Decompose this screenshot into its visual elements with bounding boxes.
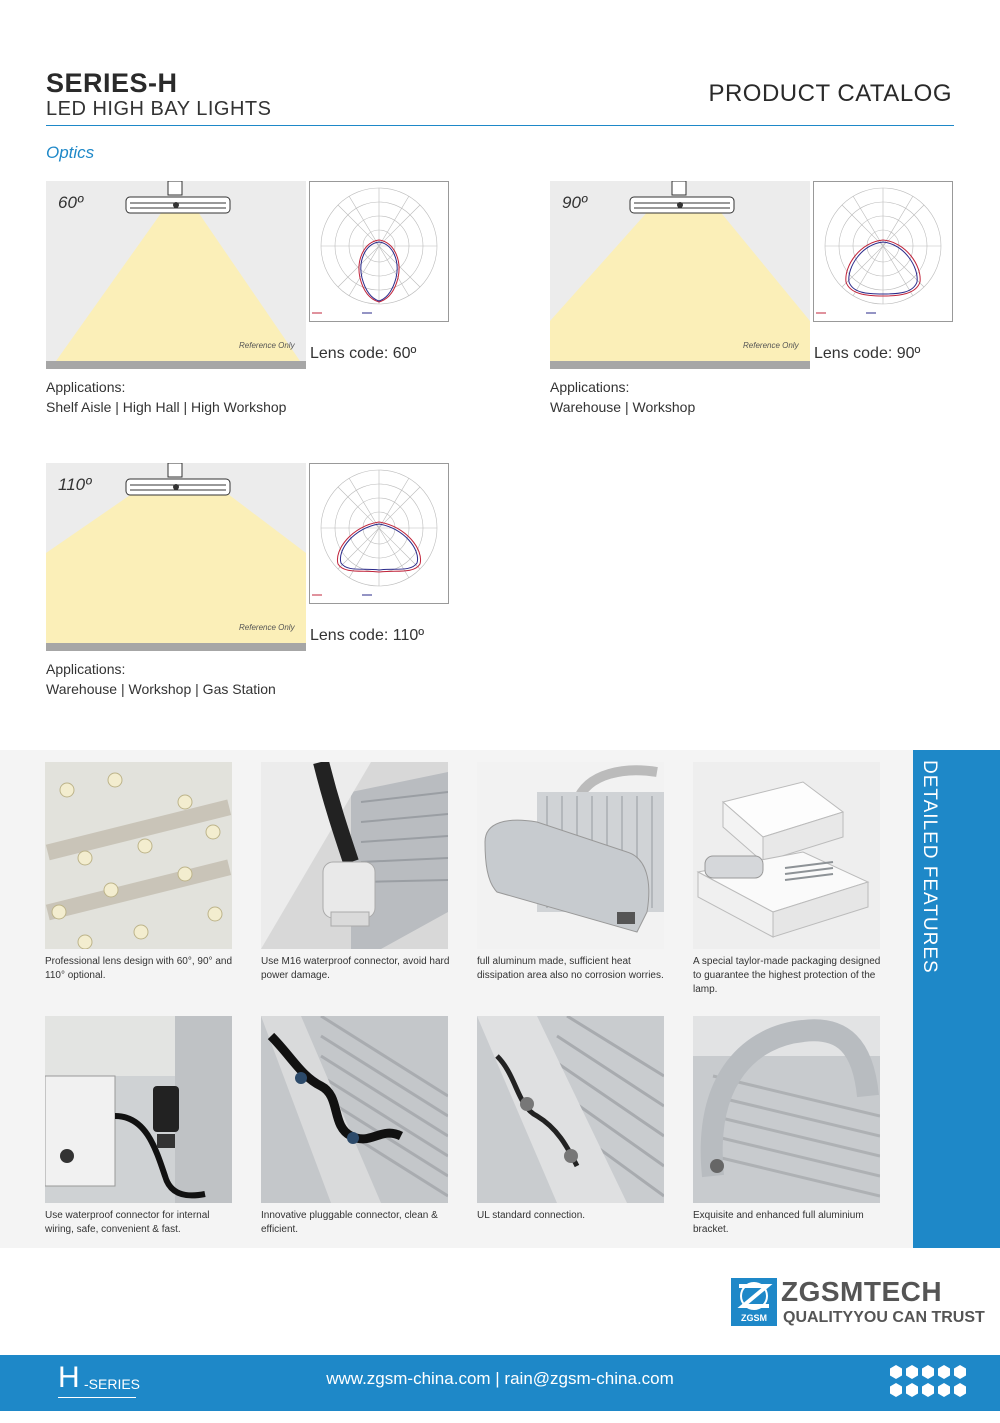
floor-line [550, 361, 810, 369]
bracket-image [693, 1016, 880, 1203]
applications-list: Warehouse | Workshop | Gas Station [46, 681, 276, 697]
footer-contact: www.zgsm-china.com | rain@zgsm-china.com [326, 1369, 674, 1388]
applications-list: Shelf Aisle | High Hall | High Workshop [46, 399, 287, 415]
z-logo-icon [731, 1278, 777, 1312]
applications-title: Applications: [46, 379, 126, 395]
brand-logo [731, 1276, 985, 1330]
polar-distribution-chart [813, 181, 953, 322]
feature-caption: Professional lens design with 60°, 90° and 110° optional. [45, 956, 233, 981]
feature-caption: Use waterproof connector for internal wiring, safe, convenient & fast. [45, 1210, 210, 1235]
beam-angle-label: 60º [58, 193, 84, 212]
feature-caption: A special taylor-made packaging designed to guarantee the highest protection of the lamp. [693, 956, 881, 995]
hexagon-pattern-icon [886, 1363, 986, 1403]
feature-item [261, 762, 451, 983]
reference-only-note: Reference Only [239, 341, 295, 350]
led-module-image [45, 762, 232, 949]
pluggable-connector-image [261, 1016, 448, 1203]
polar-graphic [310, 464, 448, 603]
lamp-icon [126, 181, 230, 213]
polar-graphic [814, 182, 952, 321]
feature-item [693, 762, 883, 997]
series-title: SERIES-H [46, 68, 178, 98]
internal-wiring-image [45, 1016, 232, 1203]
page-header [46, 64, 954, 126]
feature-item [477, 762, 667, 983]
logo-mark [731, 1278, 777, 1326]
feature-item [693, 1016, 883, 1237]
lens-code: Lens code: 90º [814, 345, 921, 362]
optics-section-label: Optics [46, 143, 95, 162]
feature-caption: Innovative pluggable connector, clean & efficient. [261, 1210, 438, 1235]
lens-code: Lens code: 110º [310, 627, 425, 644]
logo-box-text: ZGSM [741, 1313, 767, 1323]
page-footer [0, 1355, 1000, 1411]
optic-60 [46, 181, 466, 431]
footer-series-label: -SERIES [84, 1376, 141, 1392]
lamp-icon [126, 463, 230, 495]
polar-distribution-chart [309, 181, 449, 322]
feature-item [45, 762, 235, 983]
beam-angle-label: 90º [562, 193, 588, 212]
aluminum-housing-image [477, 762, 664, 949]
brand-tagline: QUALITYYOU CAN TRUST [783, 1309, 985, 1326]
ul-connection-image [477, 1016, 664, 1203]
lamp-icon [630, 181, 734, 213]
applications-title: Applications: [46, 661, 126, 677]
cable-connector-image [261, 762, 448, 949]
beam-diagram [550, 181, 810, 369]
footer-series-letter: H [58, 1361, 80, 1394]
brand-name: ZGSMTECH [781, 1276, 943, 1307]
applications-list: Warehouse | Workshop [550, 399, 696, 415]
beam-angle-label: 110º [58, 475, 92, 494]
beam-diagram [46, 463, 306, 651]
optic-90 [550, 181, 970, 431]
reference-only-note: Reference Only [239, 623, 295, 632]
lens-code: Lens code: 60º [310, 345, 417, 362]
feature-item [261, 1016, 451, 1237]
feature-item [477, 1016, 667, 1223]
feature-caption: full aluminum made, sufficient heat dissipation area also no corrosion worries. [477, 956, 664, 981]
feature-caption: Exquisite and enhanced full aluminium bracket. [693, 1210, 864, 1235]
series-subtitle: LED HIGH BAY LIGHTS [46, 98, 272, 120]
feature-item [45, 1016, 235, 1237]
packaging-image [693, 762, 880, 949]
feature-caption: Use M16 waterproof connector, avoid hard power damage. [261, 956, 450, 981]
feature-caption: UL standard connection. [477, 1210, 586, 1221]
beam-diagram [46, 181, 306, 369]
reference-only-note: Reference Only [743, 341, 799, 350]
catalog-label: PRODUCT CATALOG [708, 80, 952, 107]
polar-distribution-chart [309, 463, 449, 604]
polar-graphic [310, 182, 448, 321]
floor-line [46, 643, 306, 651]
applications-title: Applications: [550, 379, 630, 395]
optic-110 [46, 463, 466, 713]
features-tab-label: DETAILED FEATURES [919, 760, 940, 974]
floor-line [46, 361, 306, 369]
footer-divider [58, 1397, 136, 1398]
